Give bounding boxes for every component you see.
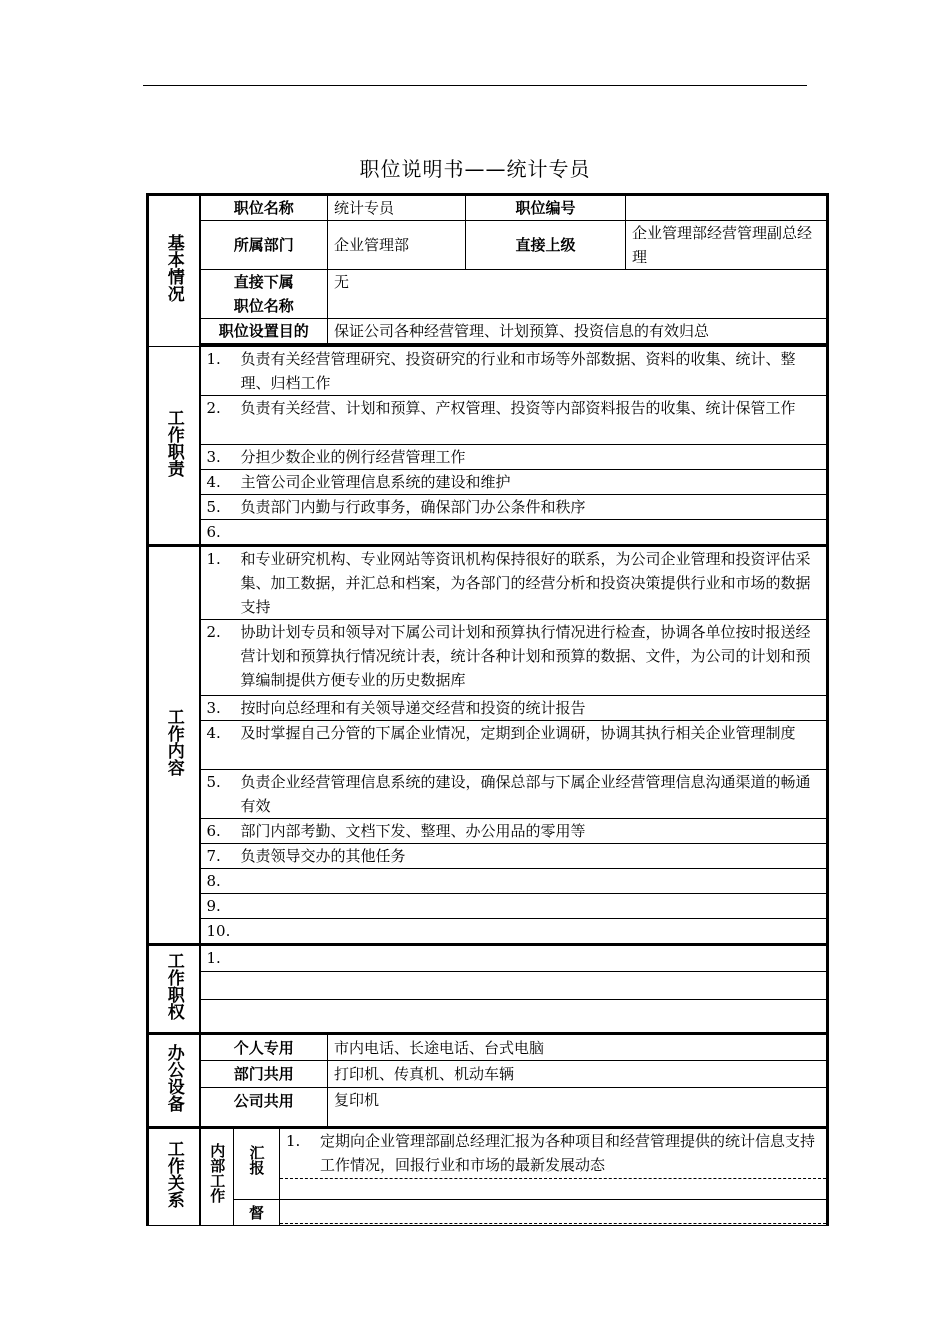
content-item <box>200 869 828 894</box>
content-item <box>200 546 828 620</box>
authority-blank-row <box>200 1000 828 1034</box>
supervise-content <box>280 1200 828 1226</box>
content-text: 负责企业经营管理信息系统的建设，确保总部与下属企业经营管理信息沟通渠道的畅通有效 <box>240 773 811 815</box>
report-item <box>280 1129 826 1179</box>
content-text: 和专业研究机构、专业网站等资讯机构保持很好的联系，为公司企业管理和投资评估采集、加工数据，并汇总和档案，为各部门的经营分析和投资决策提供行业和市场的数据支持 <box>240 550 811 616</box>
content-item <box>200 919 828 945</box>
report-content <box>280 1128 828 1200</box>
authority-num: 1. <box>206 949 221 967</box>
supervise-label: 督 <box>234 1200 280 1226</box>
content-num: 10. <box>206 922 231 940</box>
duty-num: 3. <box>206 448 221 466</box>
content-item <box>200 770 828 819</box>
section-basic-info <box>148 195 200 347</box>
duty-item <box>200 495 828 520</box>
purpose-value: 保证公司各种经营管理、计划预算、投资信息的有效归总 <box>328 319 828 345</box>
content-num: 7. <box>206 847 221 865</box>
equipment-label: 部门共用 <box>200 1061 328 1088</box>
content-num: 5. <box>206 773 221 791</box>
document-title: 职位说明书——统计专员 <box>359 157 591 181</box>
content-num: 3. <box>206 699 221 717</box>
duty-text: 分担少数企业的例行经营管理工作 <box>240 448 466 466</box>
equipment-label: 个人专用 <box>200 1034 328 1061</box>
content-text: 协助计划专员和领导对下属公司计划和预算执行情况进行检查，协调各单位按时报送经营计划和预算执行情况统计表，统计各种计划和预算的数据、文件，为公司的计划和预算编制提供方便专业的历史数据库 <box>240 623 811 689</box>
internal-work-text: 内部工作 <box>208 1143 227 1203</box>
section-relations-label: 工作关系 <box>163 1140 184 1208</box>
report-label <box>234 1128 280 1200</box>
content-num: 9. <box>206 897 221 915</box>
authority-text <box>241 946 821 970</box>
position-name-label: 职位名称 <box>200 195 328 221</box>
position-name-value: 统计专员 <box>328 195 466 221</box>
duty-num: 5. <box>206 498 221 516</box>
subordinate-label-line1: 直接下属 <box>233 273 294 291</box>
section-content-label: 工作内容 <box>163 708 184 776</box>
authority-blank-row <box>200 972 828 1000</box>
content-text <box>241 869 821 893</box>
section-duties <box>148 347 200 546</box>
content-text <box>241 919 821 943</box>
duty-text: 主管公司企业管理信息系统的建设和维护 <box>240 473 511 491</box>
duty-num: 6. <box>206 523 221 541</box>
duty-text: 负责部门内勤与行政事务，确保部门办公条件和秩序 <box>240 498 586 516</box>
duty-text: 负责有关经营管理研究、投资研究的行业和市场等外部数据、资料的收集、统计、整理、归档工作 <box>240 350 796 392</box>
equipment-value: 打印机、传真机、机动车辆 <box>328 1061 828 1088</box>
content-item <box>200 894 828 919</box>
duty-text <box>241 520 821 544</box>
equipment-label: 公司共用 <box>200 1088 328 1128</box>
content-item <box>200 620 828 696</box>
authority-item <box>200 945 828 972</box>
duty-item <box>200 470 828 495</box>
duty-num: 1. <box>206 350 221 368</box>
content-text <box>241 894 821 918</box>
report-label-text: 汇报 <box>247 1144 266 1175</box>
department-value: 企业管理部 <box>328 221 466 270</box>
subordinate-label <box>200 270 328 319</box>
section-duties-label: 工作职责 <box>163 408 184 477</box>
section-authority <box>148 945 200 1034</box>
job-description-sheet <box>146 193 826 1226</box>
purpose-label: 职位设置目的 <box>200 319 328 345</box>
content-num: 4. <box>206 724 221 742</box>
department-label: 所属部门 <box>200 221 328 270</box>
supervise-blank-line <box>280 1200 826 1224</box>
position-code-label: 职位编号 <box>466 195 626 221</box>
section-equipment-label: 办公设备 <box>163 1043 184 1112</box>
equipment-value: 市内电话、长途电话、台式电脑 <box>328 1034 828 1061</box>
section-basic-label: 基本情况 <box>163 234 184 302</box>
content-item <box>200 844 828 869</box>
supervisor-label: 直接上级 <box>466 221 626 270</box>
duty-item <box>200 347 828 396</box>
duty-num: 2. <box>206 399 221 417</box>
report-num: 1. <box>286 1132 301 1150</box>
position-code-value <box>626 195 828 221</box>
duty-num: 4. <box>206 473 221 491</box>
duty-item <box>200 520 828 546</box>
content-text: 及时掌握自己分管的下属企业情况，定期到企业调研，协调其执行相关企业管理制度 <box>240 724 796 742</box>
content-text: 按时向总经理和有关领导递交经营和投资的统计报告 <box>240 699 586 717</box>
internal-work-label <box>200 1128 234 1226</box>
content-text: 负责领导交办的其他任务 <box>240 847 406 865</box>
subordinate-label-line2: 职位名称 <box>233 297 294 315</box>
section-equipment <box>148 1034 200 1128</box>
duty-item <box>200 396 828 445</box>
content-item <box>200 819 828 844</box>
content-item <box>200 696 828 721</box>
content-text: 部门内部考勤、文档下发、整理、办公用品的零用等 <box>240 822 586 840</box>
report-text: 定期向企业管理部副总经理汇报为各种项目和经营管理提供的统计信息支持工作情况，回报行业和市场的最新发展动态 <box>320 1132 816 1174</box>
section-relations <box>148 1128 200 1226</box>
report-blank-line <box>280 1179 826 1199</box>
content-num: 6. <box>206 822 221 840</box>
section-content <box>148 546 200 945</box>
content-num: 1. <box>206 550 221 568</box>
content-num: 2. <box>206 623 221 641</box>
section-authority-label: 工作职权 <box>163 952 184 1020</box>
supervisor-value: 企业管理部经营管理副总经理 <box>626 221 828 270</box>
content-item <box>200 721 828 770</box>
equipment-value: 复印机 <box>328 1088 828 1128</box>
header-rule <box>143 85 807 86</box>
duty-item <box>200 445 828 470</box>
content-num: 8. <box>206 872 221 890</box>
job-description-table <box>146 193 829 1226</box>
duty-text: 负责有关经营、计划和预算、产权管理、投资等内部资料报告的收集、统计保管工作 <box>240 399 796 417</box>
subordinate-value: 无 <box>328 270 828 319</box>
